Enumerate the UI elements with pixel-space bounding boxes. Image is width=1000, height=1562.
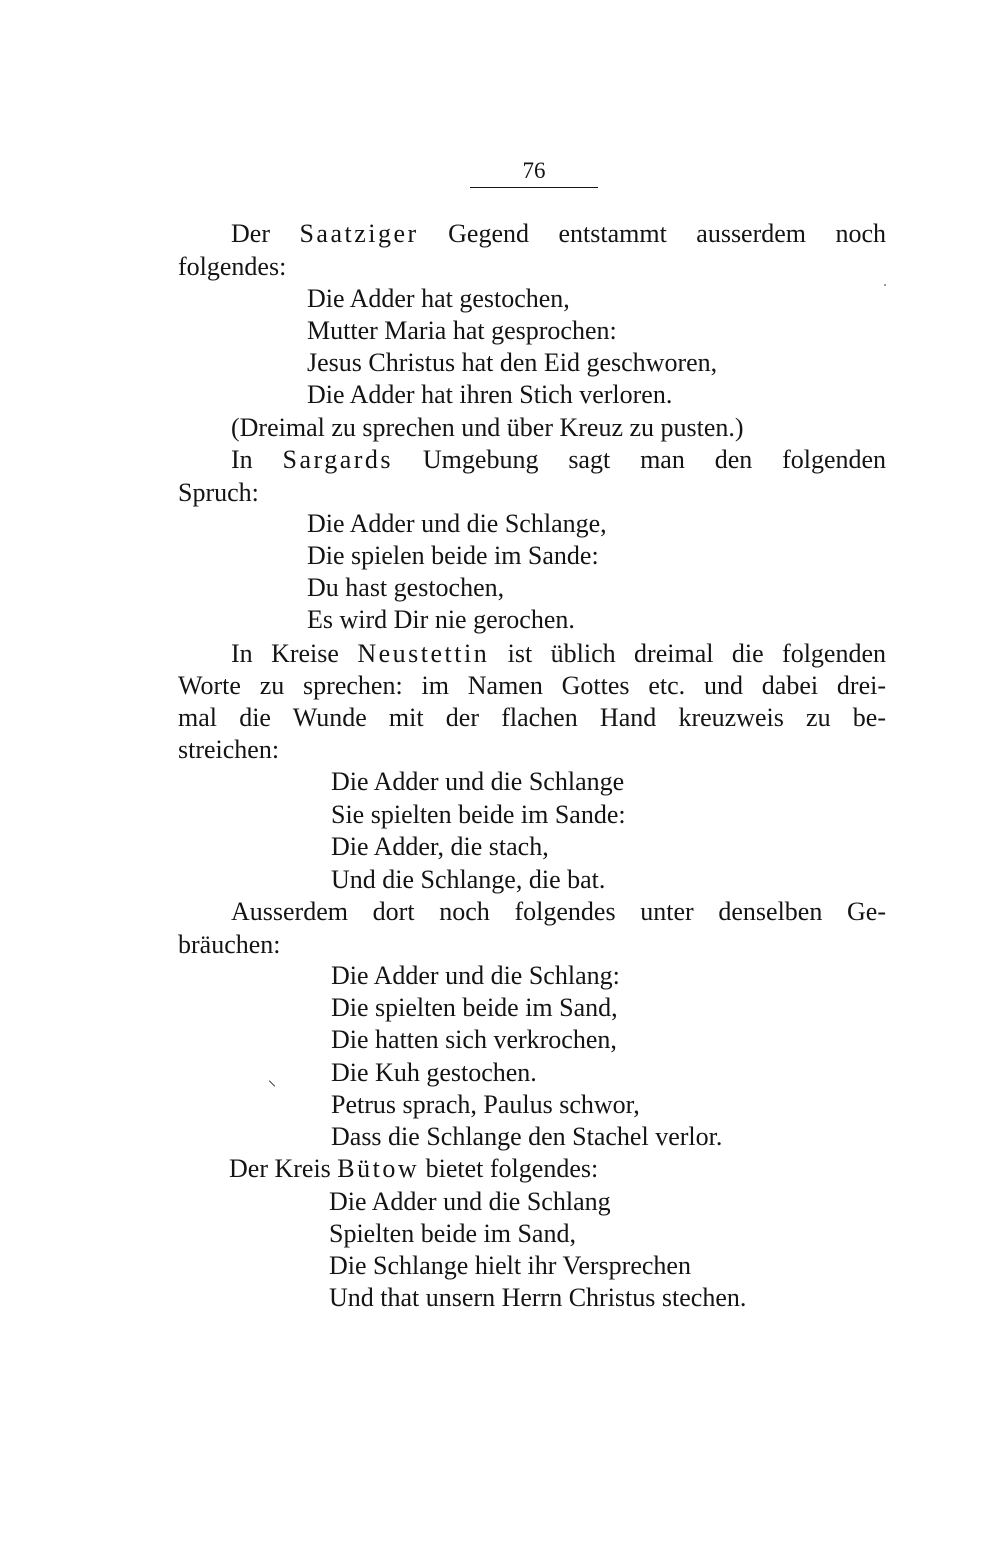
verse-3-line-4: Und die Schlange, die bat. [331,865,606,894]
word: entstammt [558,219,667,248]
word-spaced: Sargards [282,445,394,474]
word-spaced: Bütow [337,1154,420,1183]
word: folgendes [514,897,616,926]
verse-2-line-1: Die Adder und die Schlange, [307,509,607,538]
paragraph-4-line-2: bräuchen: [178,930,281,959]
paragraph-1-line-2: folgendes: [178,252,287,281]
word: noch [439,897,490,926]
verse-4-line-4: Die Kuh gestochen. [331,1058,537,1087]
verse-5-line-1: Die Adder und die Schlang [329,1187,611,1216]
verse-5-line-3: Die Schlange hielt ihr Versprechen [329,1251,691,1280]
verse-1-line-3: Jesus Christus hat den Eid geschworen, [307,348,718,377]
word: unter [640,897,694,926]
text-segment: In Kreise [231,639,339,668]
word-spaced: Saatziger [299,219,419,248]
paragraph-3-line-4: streichen: [178,735,280,764]
word: dort [372,897,415,926]
paragraph-2-line-1 [231,444,886,476]
print-speck [884,284,886,286]
word: folgenden [782,445,887,474]
paragraph-3-line-3: mal die Wunde mit der flachen Hand kreuzweis zu be- [178,703,886,732]
word: In [231,445,253,474]
page-number: 76 [522,158,546,183]
verse-4-line-3: Die hatten sich verkrochen, [331,1025,617,1054]
verse-3-line-3: Die Adder, die stach, [331,832,549,861]
word: Der [231,219,270,248]
word: ausserdem [696,219,807,248]
text-segment: Der Kreis [229,1154,331,1183]
paragraph-3-line-1 [231,638,886,670]
paragraph-2-line-2: Spruch: [178,478,259,507]
verse-5-line-2: Spielten beide im Sand, [329,1219,576,1248]
word: den [714,445,753,474]
word: Gegend [448,219,530,248]
verse-1-line-1: Die Adder hat gestochen, [307,284,570,313]
paragraph-4-line-1 [231,896,886,928]
verse-1-line-2: Mutter Maria hat gesprochen: [307,316,617,345]
page-number-rule [470,187,598,188]
text-segment: ist üblich dreimal die folgenden [507,639,887,668]
word: Ausserdem [231,897,348,926]
text-segment: bietet folgendes: [425,1154,599,1183]
word: noch [835,219,887,248]
word: Umgebung [422,445,539,474]
word: man [640,445,685,474]
verse-3-line-2: Sie spielten beide im Sande: [331,800,626,829]
verse-4-line-1: Die Adder und die Schlang: [331,961,620,990]
verse-5-line-4: Und that unsern Herrn Christus stechen. [329,1283,747,1312]
print-mark [269,1080,275,1086]
verse-4-line-6: Dass die Schlange den Stachel verlor. [331,1122,723,1151]
word: denselben [718,897,823,926]
word: Ge- [847,897,887,926]
verse-4-line-2: Die spielten beide im Sand, [331,993,618,1022]
paragraph-1-line-1 [231,218,886,250]
verse-2-line-2: Die spielen beide im Sande: [307,541,599,570]
verse-4-line-5: Petrus sprach, Paulus schwor, [331,1090,640,1119]
word: sagt [568,445,611,474]
verse-2-line-4: Es wird Dir nie gerochen. [307,605,575,634]
verse-2-line-3: Du hast gestochen, [307,573,505,602]
paragraph-3-line-2: Worte zu sprechen: im Namen Gottes etc. und dabei drei- [178,671,886,700]
instruction-note: (Dreimal zu sprechen und über Kreuz zu pusten.) [231,413,744,442]
verse-3-line-1: Die Adder und die Schlange [331,767,625,796]
word-spaced: Neustettin [357,639,490,668]
verse-1-line-4: Die Adder hat ihren Stich verloren. [307,380,673,409]
paragraph-5-line-1 [229,1153,598,1185]
